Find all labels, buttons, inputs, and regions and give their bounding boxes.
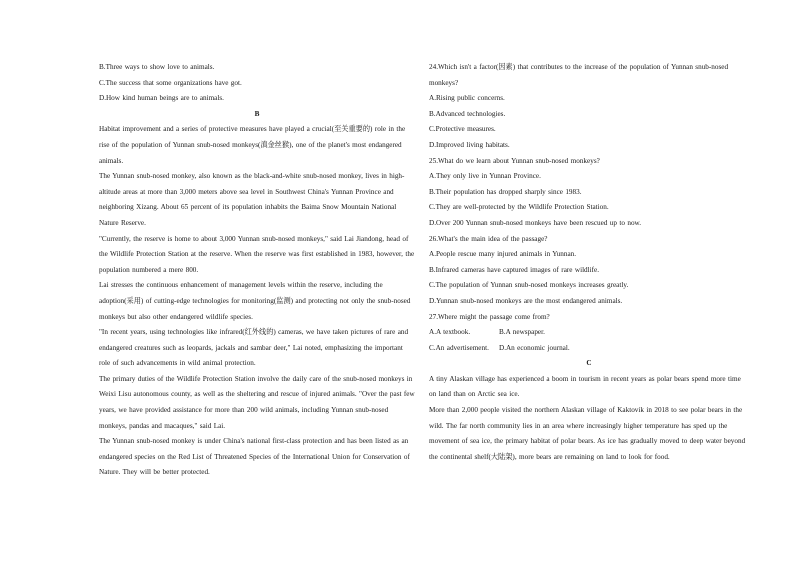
passage-paragraph: The primary duties of the Wildlife Protection Station involve the daily care of the snub-nosed monkeys in Weixi Lisu autonomous county, as well as the sheltering and rescue of injured animals. "Over the past few years, we have provided assistance for more than 200 wild animals, including Yunnan snub-nosed monkeys, pandas and macaques," said Lai. xyxy=(99,374,415,430)
right-column xyxy=(429,60,749,465)
answer-option: B.Advanced technologies. xyxy=(429,109,506,118)
answer-option-row xyxy=(429,325,749,341)
question-27: 27.Where might the passage come from? xyxy=(429,312,550,321)
question-26: 26.What's the main idea of the passage? xyxy=(429,234,548,243)
answer-option: D.Improved living habitats. xyxy=(429,140,510,149)
section-heading-c: C xyxy=(586,359,592,368)
option-line: C.The success that some organizations have got. xyxy=(99,78,242,87)
passage-paragraph: More than 2,000 people visited the northern Alaskan village of Kaktovik in 2018 to see polar bears in the wild. The far north community lies in an area where increasingly higher temperature has sped up the movement of sea ice, the primary habitat of polar bears. As ice has gradually moved to deep water beyond the continental shelf(大陆架), more bears are remaining on land to look for food. xyxy=(429,406,746,461)
answer-option: D.Over 200 Yunnan snub-nosed monkeys have been rescued up to now. xyxy=(429,218,642,227)
passage-paragraph: Lai stresses the continuous enhancement of management levels within the reserve, including the adoption(采用) of cutting-edge technologies for monitoring(监测) and protecting not only the snub-nosed monkeys but also other endangered wildlife species. xyxy=(99,281,411,321)
passage-paragraph: A tiny Alaskan village has experienced a boom in tourism in recent years as polar bears spend more time on land than on Arctic sea ice. xyxy=(429,374,741,399)
passage-paragraph: "In recent years, using technologies like infrared(红外线的) cameras, we have taken pictures of rare and endangered creatures such as leopards, jackals and sambar deer," Lai noted, emphasizing the important role of such advancements in wild animal protection. xyxy=(99,328,409,368)
passage-paragraph: The Yunnan snub-nosed monkey, also known as the black-and-white snub-nosed monkey, lives in high-altitude areas at more than 3,000 meters above sea level in Southwest China's Yunnan Province and neighboring Xizang. About 65 percent of its population inhabits the Baima Snow Mountain National Nature Reserve. xyxy=(99,172,405,227)
answer-option: A.A textbook. xyxy=(429,328,471,337)
passage-paragraph: Habitat improvement and a series of protective measures have played a crucial(至关重要的) role in the rise of the population of Yunnan snub-nosed monkeys(滇金丝猴), one of the planet's most endangered animals. xyxy=(99,125,406,165)
question-24: 24.Which isn't a factor(因素) that contributes to the increase of the population of Yunnan snub-nosed monkeys? xyxy=(429,63,729,87)
answer-option-row xyxy=(429,341,749,357)
answer-option: A.People rescue many injured animals in Yunnan. xyxy=(429,250,577,259)
option-line: B.Three ways to show love to animals. xyxy=(99,63,215,71)
passage-paragraph: The Yunnan snub-nosed monkey is under China's national first-class protection and has been listed as an endangered species on the Red List of Threatened Species of the International Union for Conservation of Nature. They will be better protected. xyxy=(99,437,410,477)
answer-option: C.They are well-protected by the Wildlife Protection Station. xyxy=(429,203,609,212)
left-column xyxy=(99,60,415,481)
answer-option: A.They only live in Yunnan Province. xyxy=(429,172,541,181)
question-25: 25.What do we learn about Yunnan snub-nosed monkeys? xyxy=(429,156,600,165)
answer-option: D.An economic journal. xyxy=(499,343,570,352)
option-line: D.How kind human beings are to animals. xyxy=(99,94,224,103)
answer-option: D.Yunnan snub-nosed monkeys are the most endangered animals. xyxy=(429,296,623,305)
answer-option: A.Rising public concerns. xyxy=(429,94,505,103)
passage-paragraph: "Currently, the reserve is home to about 3,000 Yunnan snub-nosed monkeys," said Lai Jiandong, head of the Wildlife Protection Station at the reserve. When the reserve was first established in 1983, however, the population numbered a mere 800. xyxy=(99,234,415,274)
answer-option: C.The population of Yunnan snub-nosed monkeys increases greatly. xyxy=(429,281,629,290)
section-heading-b: B xyxy=(254,109,260,118)
answer-option: B.Infrared cameras have captured images of rare wildlife. xyxy=(429,265,600,274)
answer-option: B.A newspaper. xyxy=(499,328,545,337)
answer-option: B.Their population has dropped sharply since 1983. xyxy=(429,187,582,196)
answer-option: C.Protective measures. xyxy=(429,125,496,134)
answer-option: C.An advertisement. xyxy=(429,343,489,352)
